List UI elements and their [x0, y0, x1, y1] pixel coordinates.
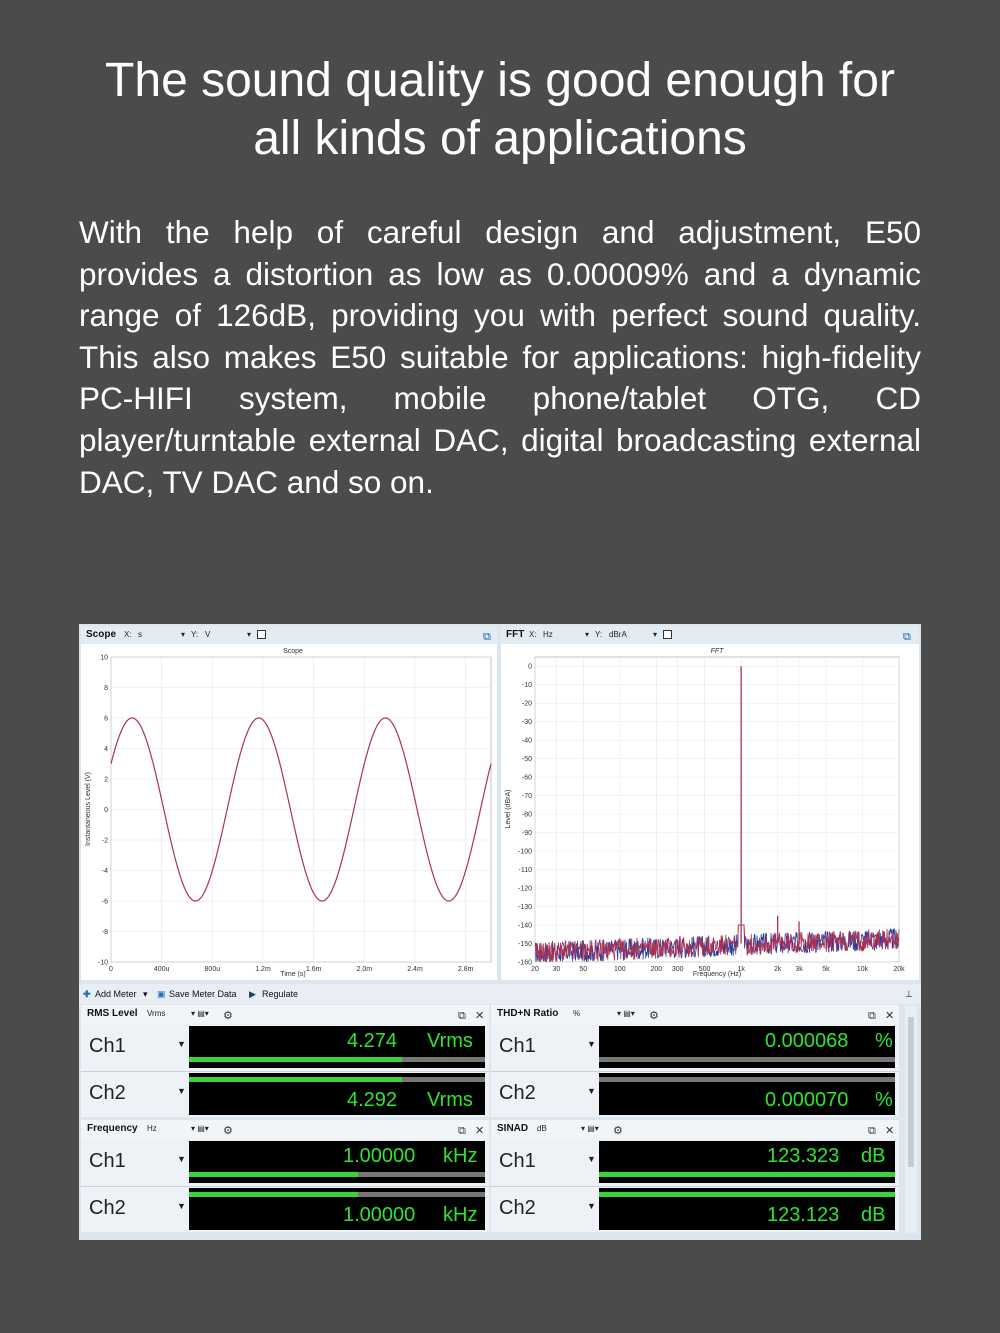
freq-ch2-display [189, 1188, 485, 1230]
thd-row-ch2 [491, 1072, 899, 1116]
fft-x-label: X: [529, 630, 537, 639]
rms-row-ch2 [81, 1072, 489, 1116]
sinad-row-ch1 [491, 1140, 899, 1184]
fft-y-tick-label: -110 [518, 867, 532, 875]
description-text: With the help of careful design and adjustment, E50 provides a distortion as low as 0.00009% and a dynamic range of 126dB, providing you with perfect sound quality. This also makes E50 suitable for applications: high-fidelity PC-HIFI system, mobile phone/tablet OTG, CD player/turntable external DAC, digital broadcasting external DAC, TV DAC and so on. [79, 214, 921, 500]
scope-x-tick-label: 0 [109, 966, 113, 973]
sinad-ch1-label: Ch1 [499, 1150, 536, 1172]
fft-x-tick-label: 10k [856, 966, 869, 973]
chevron-down-icon[interactable]: ▾ ▤▾ [191, 1009, 209, 1018]
thd-ch2-unit: % [875, 1089, 893, 1111]
chevron-down-icon[interactable]: ▼ [177, 1201, 186, 1211]
scope-ylabel: Instantaneous Level (V) [85, 772, 92, 846]
chevron-down-icon[interactable]: ▾ ▤▾ [581, 1124, 599, 1133]
rms-level-title: RMS Level [87, 1008, 138, 1019]
thd-ch2-label: Ch2 [499, 1082, 536, 1104]
scope-y-tick-label: 0 [104, 807, 108, 814]
fft-x-tick-label: 300 [671, 966, 684, 973]
fft-x-tick-label: 3k [795, 966, 803, 973]
fft-x-tick-label: 200 [650, 966, 663, 973]
play-icon[interactable]: ▶ [249, 989, 256, 999]
rms-row-ch1 [81, 1025, 489, 1069]
fft-y-tick-label: 0 [528, 663, 532, 671]
fft-chart-title: FFT [710, 648, 724, 655]
scope-x-tick-label: 800u [204, 966, 221, 973]
scope-x-tick-label: 2.8m [457, 966, 474, 973]
frequency-meter [81, 1120, 489, 1232]
fft-y-tick-label: -150 [517, 941, 532, 949]
fft-x-tick-label: 5k [822, 966, 830, 973]
fft-x-tick-label: 500 [698, 966, 711, 973]
add-meter-button[interactable]: Add Meter [95, 989, 137, 999]
rms-ch2-level-bar [189, 1077, 402, 1082]
fft-y-tick-label: -160 [517, 959, 532, 967]
thd-n-ratio-title: THD+N Ratio [497, 1008, 559, 1019]
freq-ch1-value: 1.00000 [343, 1145, 416, 1167]
scope-y-tick-label: 10 [100, 654, 108, 662]
freq-row-ch1 [81, 1140, 489, 1184]
rms-ch1-value: 4.274 [347, 1030, 398, 1052]
fft-x-tick-label: 2k [773, 966, 782, 973]
fft-y-unit-select[interactable]: dBrA [609, 630, 627, 639]
thd-ch1-unit: % [875, 1030, 893, 1052]
fft-y-label: Y: [595, 630, 603, 639]
rms-level-meter [81, 1005, 489, 1117]
freq-ch1-display [189, 1141, 485, 1183]
popout-icon[interactable]: ⧉ [483, 631, 491, 643]
sinad-ch2-unit: dB [861, 1204, 886, 1226]
save-icon[interactable]: ▣ [157, 989, 166, 999]
gear-icon[interactable]: ⚙ [223, 1010, 233, 1022]
popout-icon[interactable]: ⧉ [868, 1125, 876, 1137]
sinad-ch2-display [599, 1188, 895, 1230]
scope-y-tick-label: 8 [104, 685, 108, 692]
thd-ch2-value: 0.000070 [765, 1089, 849, 1111]
sinad-header [491, 1120, 899, 1138]
frequency-header [81, 1120, 489, 1138]
sinad-ch1-value: 123.323 [767, 1145, 840, 1167]
fft-y-tick-label: -10 [521, 682, 532, 690]
analyzer-screenshot [79, 624, 921, 1240]
freq-ch1-unit: kHz [443, 1145, 478, 1167]
description [79, 212, 921, 503]
sinad-ch1-level-bar [599, 1172, 895, 1177]
fft-y-tick-label: -20 [521, 700, 532, 708]
frequency-title: Frequency [87, 1123, 138, 1134]
scope-x-label: X: [124, 630, 132, 639]
fft-x-unit-select[interactable]: Hz [543, 630, 553, 639]
chevron-down-icon[interactable]: ▼ [177, 1086, 186, 1096]
page-title [40, 52, 960, 168]
close-icon[interactable]: ✕ [885, 1010, 895, 1022]
fft-panel-title: FFT [506, 629, 525, 640]
chevron-down-icon[interactable]: ▼ [587, 1039, 596, 1049]
thd-ch2-display [599, 1073, 895, 1115]
scope-panel-header [81, 626, 497, 644]
sinad-ch2-level-bar [599, 1192, 895, 1197]
sinad-meter [491, 1120, 899, 1232]
gear-icon[interactable]: ⚙ [223, 1125, 233, 1137]
rms-ch1-unit: Vrms [427, 1030, 473, 1052]
rms-ch1-level-bar [189, 1057, 402, 1062]
chevron-down-icon[interactable]: ▾ [181, 630, 186, 639]
scope-y-tick-label: -6 [101, 898, 108, 906]
freq-ch2-value: 1.00000 [343, 1204, 416, 1226]
chevron-down-icon[interactable]: ▼ [587, 1154, 596, 1164]
fft-panel [501, 626, 919, 980]
fft-y-tick-label: -40 [521, 737, 532, 745]
scope-y-unit-select[interactable]: V [205, 630, 211, 639]
rms-ch2-display [189, 1073, 485, 1115]
gear-icon[interactable]: ⚙ [649, 1010, 659, 1022]
rms-ch2-label: Ch2 [89, 1082, 126, 1104]
fft-x-tick-label: 50 [579, 966, 588, 973]
sinad-ch1-display [599, 1141, 895, 1183]
close-icon[interactable]: ✕ [885, 1125, 895, 1137]
popout-icon[interactable]: ⧉ [903, 631, 911, 643]
sinad-ch1-unit: dB [861, 1145, 886, 1167]
add-icon[interactable]: ✚ [83, 989, 91, 999]
fft-y-tick-label: -30 [521, 719, 532, 727]
scope-y-tick-label: 6 [104, 715, 108, 723]
scope-x-tick-label: 2.4m [407, 966, 423, 973]
freq-ch2-unit: kHz [443, 1204, 478, 1226]
thd-ch1-value: 0.000068 [765, 1030, 849, 1052]
chevron-down-icon[interactable]: ▾ ▤▾ [191, 1124, 209, 1133]
freq-ch2-level-bar [189, 1192, 358, 1197]
popout-icon[interactable]: ⧉ [868, 1010, 876, 1022]
fft-y-tick-label: -140 [517, 922, 532, 930]
scope-x-tick-label: 2.0m [356, 966, 373, 973]
meter-scrollbar[interactable] [905, 1005, 917, 1233]
fft-chart [501, 644, 919, 980]
fft-y-tick-label: -80 [521, 811, 532, 819]
chevron-down-icon[interactable]: ▼ [587, 1086, 596, 1096]
scope-chart-title: Scope [283, 648, 303, 655]
fft-x-tick-label: 100 [613, 966, 626, 973]
fft-y-tick-label: -50 [521, 756, 532, 764]
fft-plot-area [535, 657, 899, 962]
scope-y-tick-label: 2 [104, 776, 108, 784]
scope-panel [81, 626, 497, 980]
scope-x-tick-label: 1.2m [255, 966, 271, 973]
rms-ch1-label: Ch1 [89, 1035, 126, 1057]
scope-xlabel: Time (s) [280, 971, 306, 978]
rms-ch1-display [189, 1026, 485, 1068]
fft-x-tick-label: 20 [531, 966, 539, 973]
freq-ch1-level-bar [189, 1172, 358, 1177]
rms-ch2-unit: Vrms [427, 1089, 473, 1111]
chevron-down-icon[interactable]: ▾ [247, 630, 252, 639]
fft-ylabel: Level (dBrA) [505, 789, 512, 829]
scope-y-tick-label: -2 [101, 837, 108, 845]
thd-n-ratio-header [491, 1005, 899, 1023]
fft-y-tick-label: -60 [521, 774, 532, 782]
chevron-down-icon[interactable]: ▼ [177, 1039, 186, 1049]
page-title-line2: all kinds of applications [253, 112, 747, 165]
fft-x-tick-label: 30 [552, 966, 561, 973]
fft-y-tick-label: -130 [517, 904, 532, 912]
chevron-down-icon[interactable]: ▼ [177, 1154, 186, 1164]
save-meter-data-button[interactable]: Save Meter Data [169, 989, 237, 999]
sinad-row-ch2 [491, 1187, 899, 1231]
thd-ch1-label: Ch1 [499, 1035, 536, 1057]
sinad-title: SINAD [497, 1123, 529, 1134]
regulate-button[interactable]: Regulate [262, 989, 299, 999]
popout-icon[interactable]: ⧉ [458, 1125, 466, 1137]
chevron-down-icon[interactable]: ▾ [653, 630, 658, 639]
fft-xlabel: Frequency (Hz) [692, 971, 742, 978]
chevron-down-icon[interactable]: ▾ ▤▾ [617, 1009, 635, 1018]
scope-x-tick-label: 1.6m [305, 966, 322, 973]
rms-ch2-value: 4.292 [347, 1089, 398, 1111]
chevron-down-icon[interactable]: ▼ [587, 1201, 596, 1211]
popout-icon[interactable]: ⧉ [458, 1010, 466, 1022]
freq-ch2-label: Ch2 [89, 1197, 126, 1219]
scope-y-label: Y: [191, 630, 199, 639]
scope-x-unit-select[interactable]: s [138, 630, 142, 639]
page-title-line1: The sound quality is good enough for [105, 54, 895, 107]
scope-y-tick-label: -8 [101, 929, 108, 936]
scope-x-tick-label: 400u [153, 966, 170, 973]
fft-x-tick-label: 1k [737, 966, 745, 973]
frequency-unit-select[interactable]: Hz [147, 1124, 157, 1133]
chevron-down-icon[interactable]: ▾ [143, 989, 148, 999]
fft-x-tick-label: 20k [893, 966, 905, 973]
thd-row-ch1 [491, 1025, 899, 1069]
sinad-ch2-value: 123.123 [767, 1204, 840, 1226]
fft-y-tick-label: -100 [517, 848, 532, 856]
thd-unit-select[interactable]: % [573, 1009, 581, 1018]
scope-panel-title: Scope [86, 629, 117, 640]
fft-y-tick-label: -90 [521, 830, 532, 838]
fft-y-tick-label: -70 [521, 793, 532, 801]
gear-icon[interactable] [663, 630, 672, 639]
fft-y-tick-label: -120 [517, 885, 532, 893]
rms-level-header [81, 1005, 489, 1023]
sinad-unit-select[interactable]: dB [537, 1124, 547, 1133]
thd-n-ratio-meter [491, 1005, 899, 1117]
rms-unit-select[interactable]: Vrms [147, 1009, 166, 1018]
close-icon[interactable]: ✕ [475, 1010, 485, 1022]
freq-ch1-label: Ch1 [89, 1150, 126, 1172]
sinad-ch2-label: Ch2 [499, 1197, 536, 1219]
scope-y-tick-label: -10 [97, 959, 108, 967]
chevron-down-icon[interactable]: ▾ [585, 630, 590, 639]
scope-chart [81, 644, 497, 980]
thd-ch1-display [599, 1026, 895, 1068]
fft-panel-header [501, 626, 919, 644]
freq-row-ch2 [81, 1187, 489, 1231]
scope-y-tick-label: -4 [101, 868, 108, 875]
close-icon[interactable]: ✕ [475, 1125, 485, 1137]
pin-icon[interactable]: ⊥ [905, 989, 913, 999]
gear-icon[interactable] [257, 630, 266, 639]
gear-icon[interactable]: ⚙ [613, 1125, 623, 1137]
scope-y-tick-label: 4 [104, 746, 108, 753]
meter-toolbar [79, 984, 921, 1004]
